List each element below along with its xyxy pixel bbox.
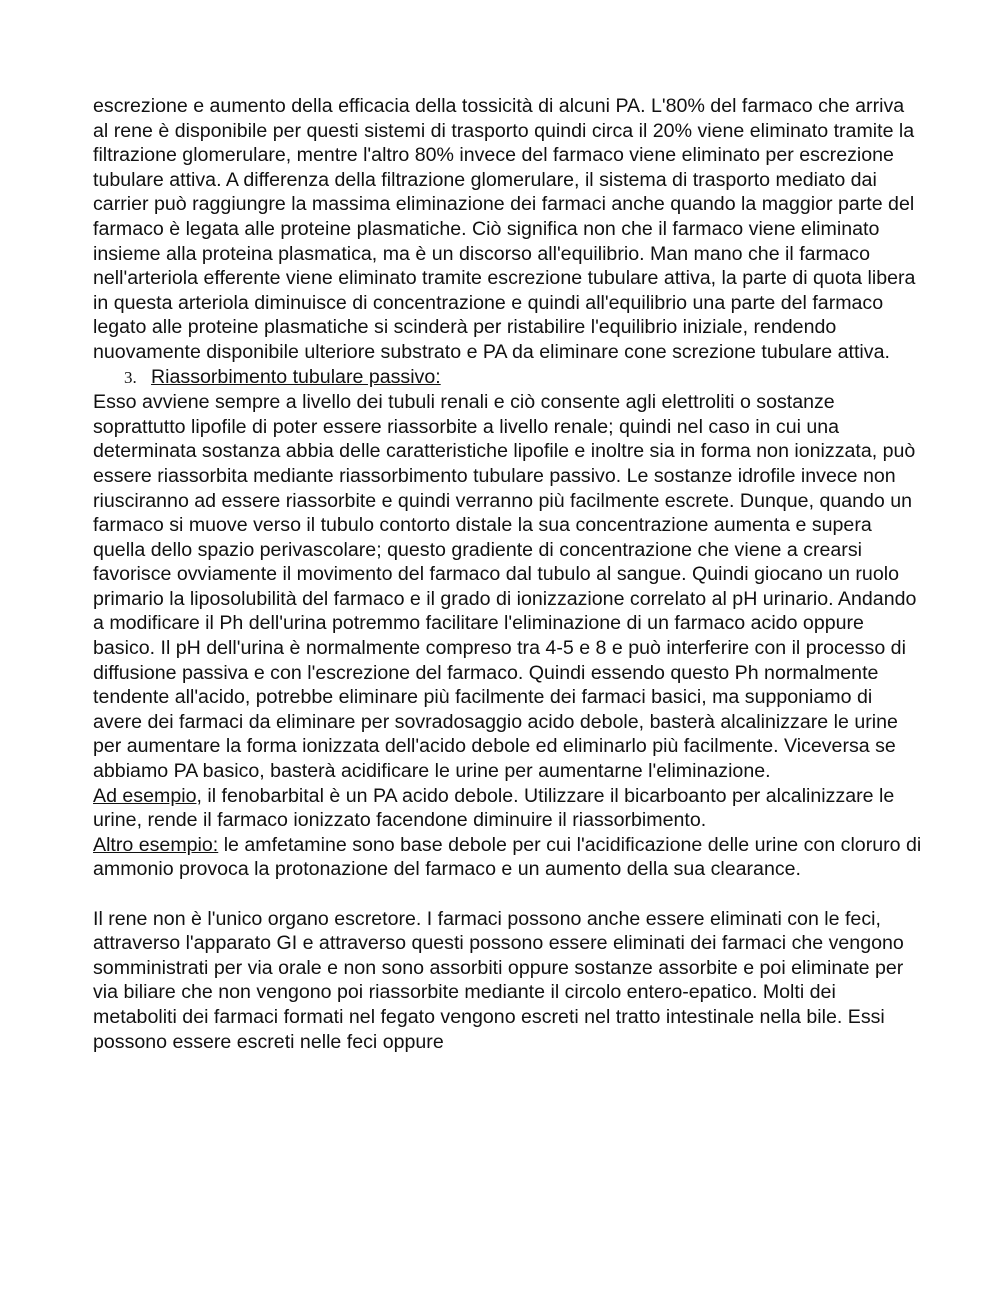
paragraph-passive-reabsorption: Esso avviene sempre a livello dei tubuli renali e ciò consente agli elettroliti o sostanze soprattutto lipofile di poter essere riassorbite a livello renale; quindi nel caso in cui una determinata sostanza abbia delle caratteristiche lipofile e inoltre sia in forma non ionizzata, può essere riassorbita mediante riassorbimento tubulare passivo. Le sostanze idrofile invece non riusciranno ad essere riassorbite e quindi verranno più facilmente escrete. Dunque, quando un farmaco si muove verso il tubulo contorto distale la sua concentrazione aumenta e supera quella dello spazio perivascolare; questo gradiente di concentrazione che viene a crearsi favorisce ovviamente il movimento del farmaco dal tubulo al sangue. Quindi giocano un ruolo primario la liposolubilità del farmaco e il grado di ionizzazione correlato al pH urinario. Andando a modificare il Ph dell'urina potremmo facilitare l'eliminazione di un farmaco acido oppure basico. Il pH dell'urina è normalmente compreso tra 4-5 e 8 e può interferire con il processo di diffusione passiva e con l'escrezione del farmaco. Quindi essendo questo Ph normalmente tendente all'acido, potrebbe eliminare più facilmente dei farmaci basici, ma supponiamo di avere dei farmaci da eliminare per sovradosaggio acido debole, basterà alcalinizzare le urine per aumentare la forma ionizzata dell'acido debole ed eliminarlo più facilmente. Viceversa se abbiamo PA basico, basterà acidificare le urine per aumentarne l'eliminazione. [93, 391, 917, 783]
paragraph-example-1 [93, 784, 923, 833]
paragraph-active-secretion: escrezione e aumento della efficacia della tossicità di alcuni PA. L'80% del farmaco che arriva al rene è disponibile per questi sistemi di trasporto quindi circa il 20% viene eliminato tramite la filtrazione glomerulare, mentre l'altro 80% invece del farmaco viene eliminato per escrezione tubulare attiva. A differenza della filtrazione glomerulare, il sistema di trasporto mediato dai carrier può raggiungre la massima eliminazione dei farmaci anche quando la maggior parte del farmaco è legata alle proteine plasmatiche. Ciò significa non che il farmaco viene eliminato insieme alla proteina plasmatica, ma è un discorso all'equilibrio. Man mano che il farmaco nell'arteriola efferente viene eliminato tramite escrezione tubulare attiva, la parte di quota libera in questa arteriola diminuisce di concentrazione e quindi all'equilibrio una parte del farmaco legato alle proteine plasmatiche si scinderà per ristabilire l'equilibrio iniziale, rendendo nuovamente disponibile ulteriore substrato e PA da eliminare cone screzione tubulare attiva. [93, 95, 916, 363]
paragraph-other-excretion: Il rene non è l'unico organo escretore. I farmaci possono anche essere eliminati con le feci, attraverso l'apparato GI e attraverso questi possono essere eliminati dei farmaci che vengono somministrati per via orale e non sono assorbiti oppure sostanze assorbite e poi eliminate per via biliare che non vengono poi riassorbite mediante il circolo entero-epatico. Molti dei metaboliti dei farmaci formati nel fegato vengono escreti nel tratto intestinale nella bile. Essi possono essere escreti nelle feci oppure [93, 907, 904, 1053]
document-page [93, 94, 923, 1054]
list-item-passive-reabsorption [93, 365, 923, 391]
example-2-text: le amfetamine sono base debole per cui l'acidificazione delle urine con cloruro di ammonio provoca la protonazione del farmaco e un aumento della sua clearance. [93, 833, 922, 881]
example-1-text: , il fenobarbital è un PA acido debole. Utilizzare il bicarboanto per alcalinizzare le urine, rende il farmaco ionizzato facendone diminuire il riassorbimento. [93, 784, 895, 832]
list-heading: Riassorbimento tubulare passivo: [151, 365, 441, 388]
example-2-label: Altro esempio: [93, 833, 219, 856]
blank-line [93, 882, 923, 907]
paragraph-example-2 [93, 833, 923, 882]
list-number: 3. [124, 367, 137, 387]
example-1-label: Ad esempio [93, 784, 197, 807]
